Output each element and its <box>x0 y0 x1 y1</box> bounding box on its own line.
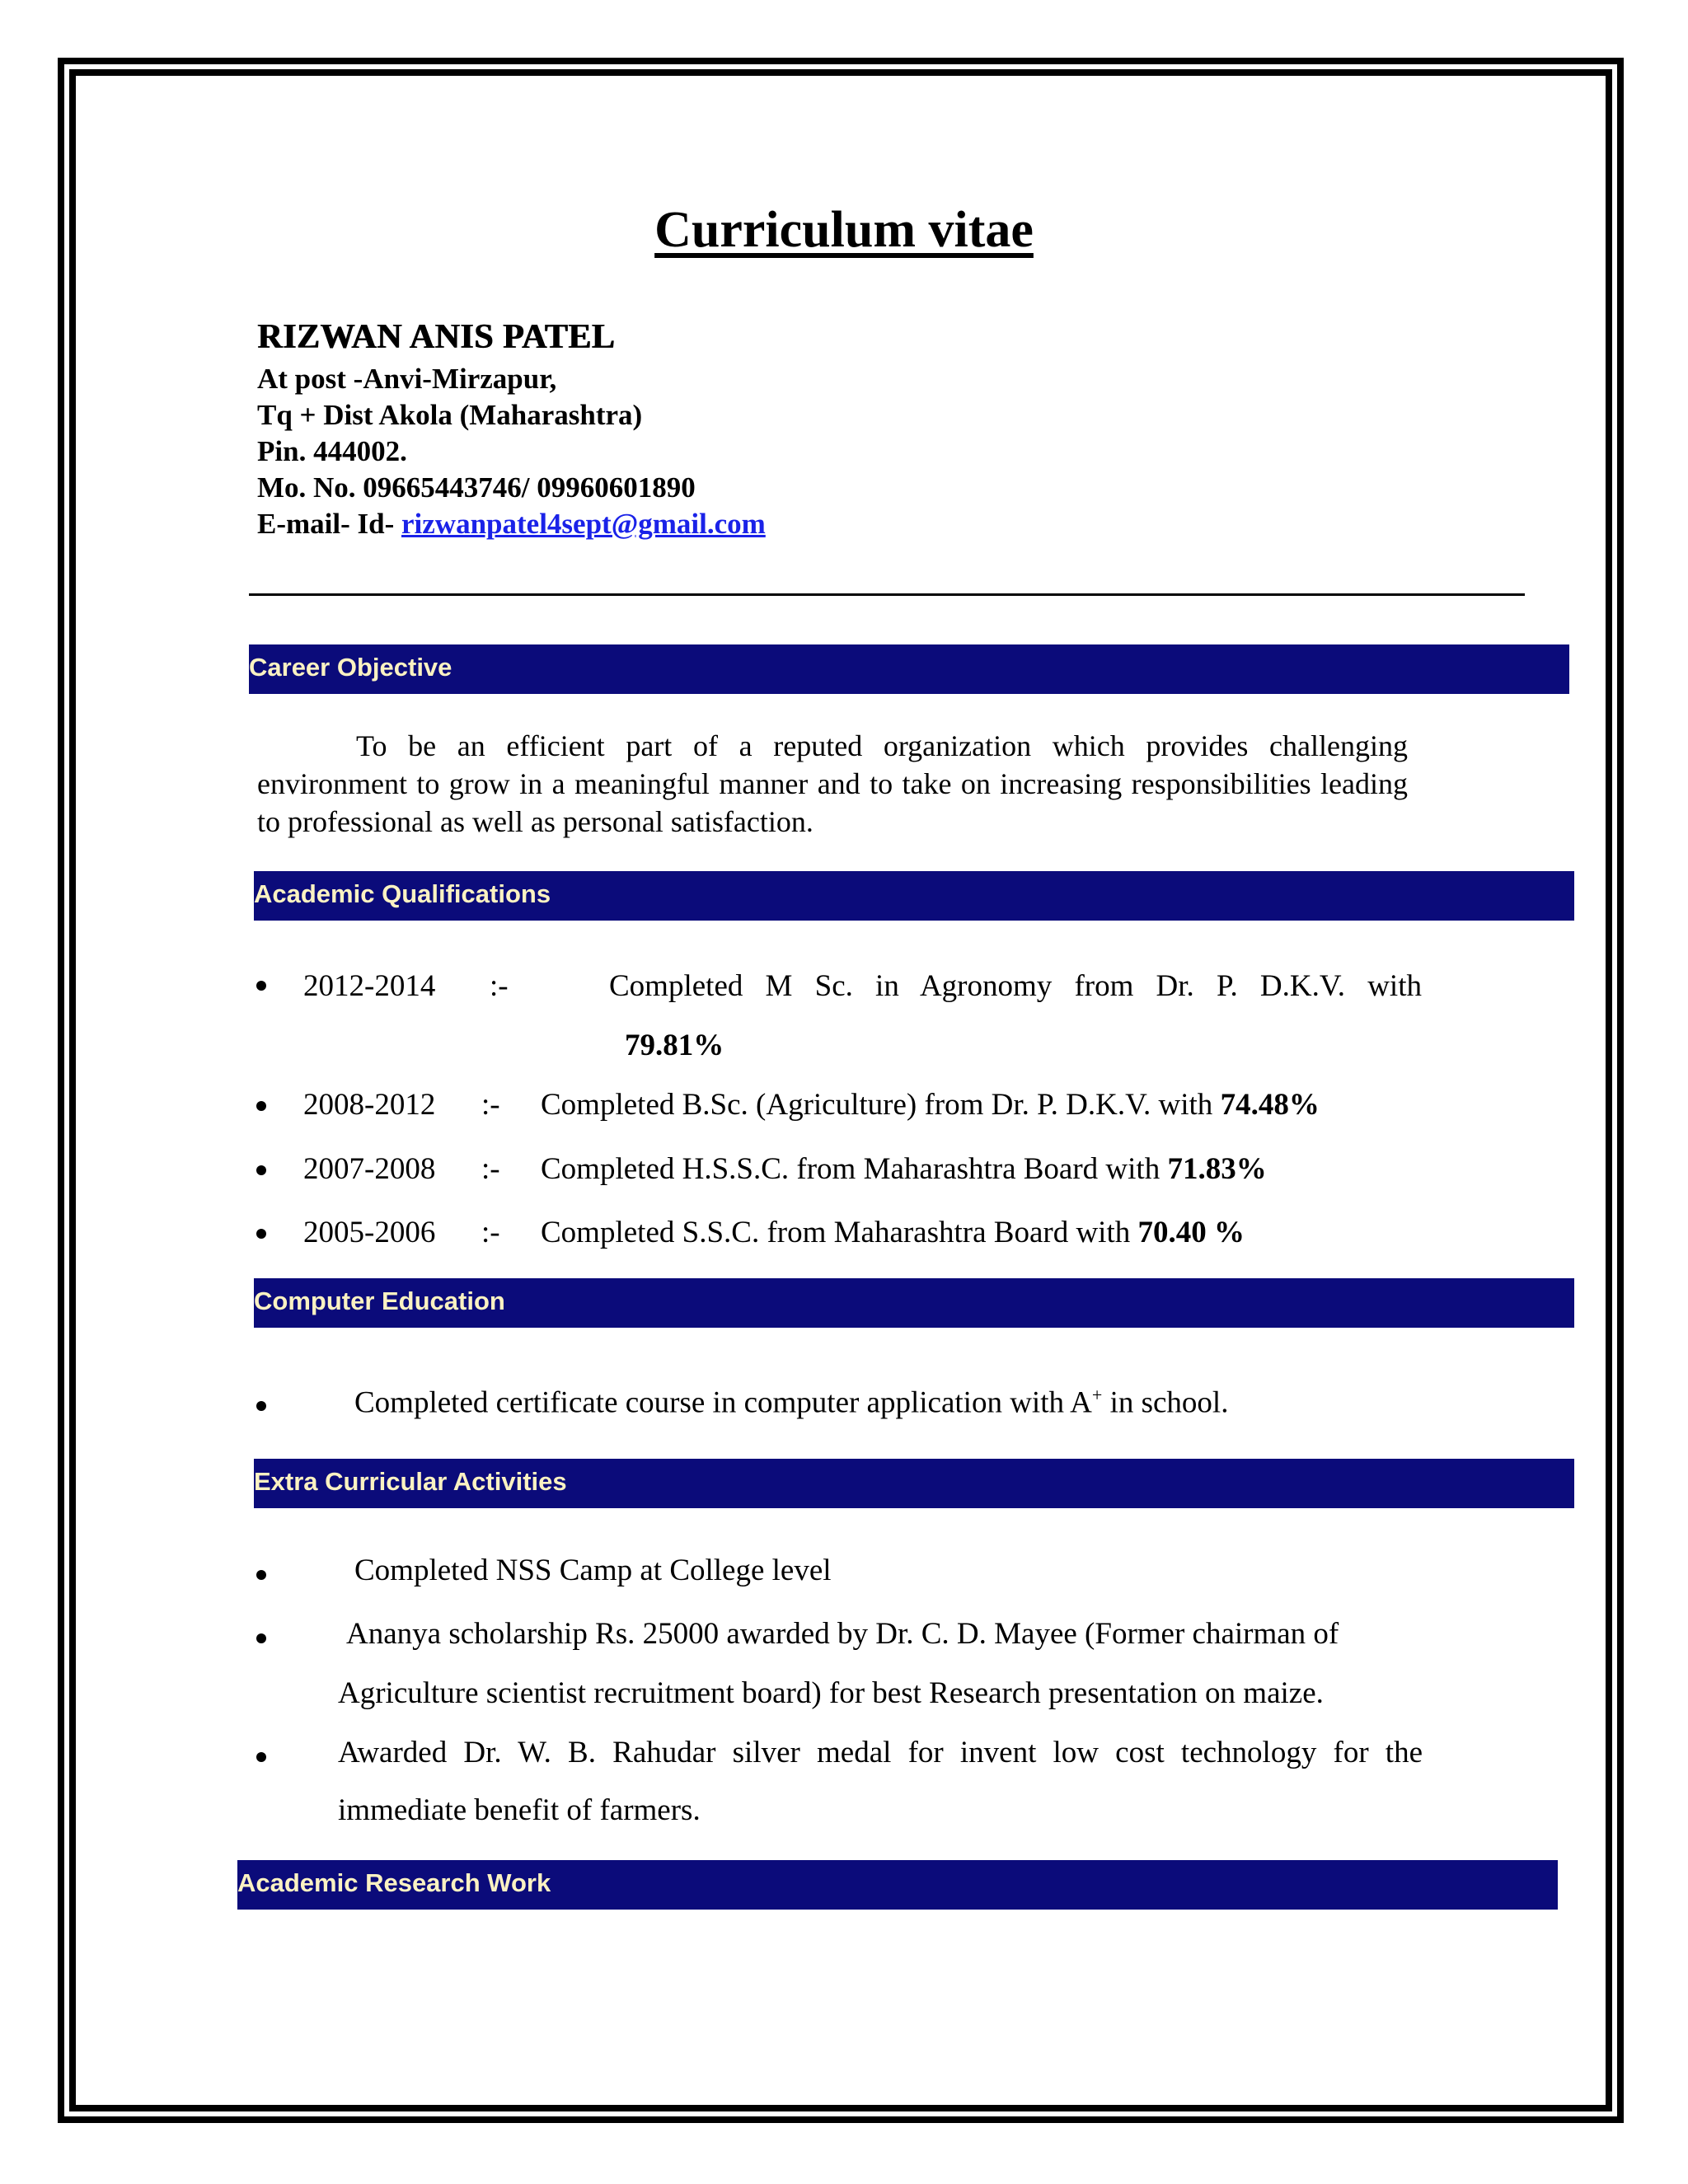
qualification-text: Completed S.S.C. from Maharashtra Board with <box>541 1216 1138 1249</box>
list-item: Completed certificate course in computer application with A+ in school. <box>354 1385 1229 1420</box>
address-line-1: At post -Anvi-Mirzapur, <box>257 363 557 395</box>
qualification-text: Completed M Sc. in Agronomy from Dr. P. D.K.V. with <box>609 969 1422 1003</box>
list-item: Completed NSS Camp at College level <box>354 1554 832 1587</box>
section-heading-computer: Computer Education <box>254 1286 505 1315</box>
bullet-icon <box>256 1165 266 1175</box>
bullet-icon <box>256 1633 266 1643</box>
qualification-years: 2008-2012 <box>303 1088 436 1122</box>
bullet-icon <box>256 1752 266 1762</box>
section-heading-research: Academic Research Work <box>237 1868 551 1897</box>
qualification-years: 2005-2006 <box>303 1216 436 1249</box>
bullet-icon <box>256 981 266 991</box>
qualification-separator: :- <box>481 1152 500 1186</box>
section-bar-academic <box>254 871 1574 921</box>
list-item-continuation: Agriculture scientist recruitment board) for best Research presentation on maize. <box>338 1676 1324 1710</box>
qualification-years: 2007-2008 <box>303 1152 436 1186</box>
email-link[interactable]: rizwanpatel4sept@gmail.com <box>401 508 766 540</box>
pin-code: Pin. 444002. <box>257 435 407 467</box>
qualification-separator: :- <box>481 1088 500 1122</box>
section-bar-research <box>237 1860 1558 1910</box>
qualification-text-row <box>541 1090 1320 1120</box>
qualification-years: 2012-2014 <box>303 969 436 1003</box>
qualification-text-row <box>541 1154 1267 1184</box>
section-bar-computer <box>254 1278 1574 1328</box>
section-heading-academic: Academic Qualifications <box>254 879 551 908</box>
bullet-icon <box>256 1229 266 1239</box>
list-item: Awarded Dr. W. B. Rahudar silver medal for invent low cost technology for the <box>338 1736 1423 1769</box>
email-row <box>257 509 766 538</box>
address-line-2: Tq + Dist Akola (Maharashtra) <box>257 399 643 431</box>
qualification-score: 71.83% <box>1167 1152 1267 1186</box>
list-item: Ananya scholarship Rs. 25000 awarded by Dr. C. D. Mayee (Former chairman of <box>346 1617 1339 1651</box>
candidate-name: RIZWAN ANIS PATEL <box>257 318 616 356</box>
qualification-text-row <box>541 1217 1245 1248</box>
bullet-icon <box>256 1401 266 1411</box>
qualification-text: Completed H.S.S.C. from Maharashtra Board with <box>541 1152 1168 1186</box>
mobile-number: Mo. No. 09665443746/ 09960601890 <box>257 471 696 504</box>
qualification-score: 79.81% <box>625 1029 724 1062</box>
qualification-separator: :- <box>490 969 509 1003</box>
section-bar-extra <box>254 1459 1574 1508</box>
section-heading-career-objective: Career Objective <box>249 653 452 682</box>
email-label: E-mail- Id- <box>257 508 401 540</box>
header-divider <box>249 593 1525 596</box>
qualification-score: 74.48% <box>1220 1088 1320 1122</box>
list-item-continuation: immediate benefit of farmers. <box>338 1793 701 1827</box>
bullet-icon <box>256 1101 266 1111</box>
document-title: Curriculum vitae <box>654 202 1034 258</box>
grade-superscript: + <box>1091 1385 1103 1405</box>
qualification-text: Completed B.Sc. (Agriculture) from Dr. P. D.K.V. with <box>541 1088 1221 1122</box>
bullet-icon <box>256 1570 266 1580</box>
section-bar-career-objective <box>249 644 1569 694</box>
career-objective-text: To be an efficient part of a reputed organization which provides challenging environment to grow in a meaningful manner and to take on increasing responsibilities leading to professional as well as personal satisfaction. <box>257 729 1408 838</box>
qualification-score: 70.40 % <box>1137 1216 1245 1249</box>
qualification-separator: :- <box>481 1216 500 1249</box>
section-heading-extra: Extra Curricular Activities <box>254 1467 567 1496</box>
